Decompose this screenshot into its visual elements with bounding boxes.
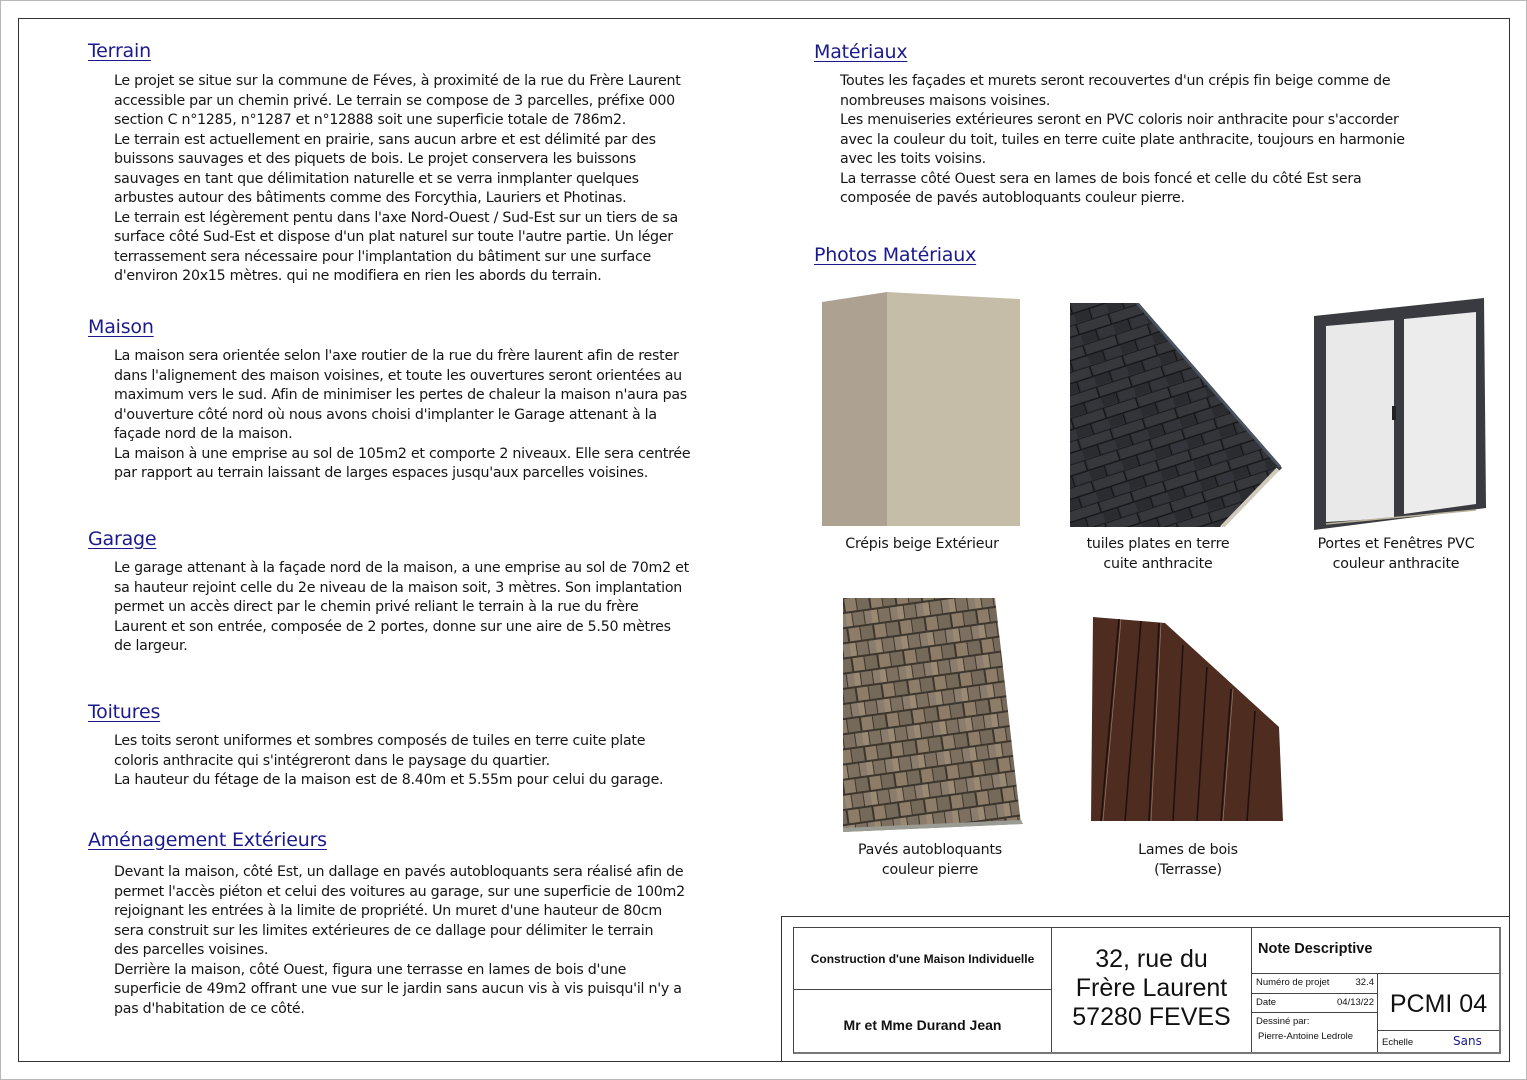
- project-number-label: Numéro de projet: [1256, 977, 1330, 988]
- section-title-toitures: Toitures: [88, 701, 161, 723]
- drawn-by-label: Dessiné par:: [1256, 1016, 1310, 1027]
- scale-row: [1378, 1031, 1499, 1052]
- project-number-row: [1252, 974, 1378, 994]
- text-line: Le terrain est légèrement pentu dans l'axe Nord-Ouest / Sud-Est sur un tiers de sa: [114, 209, 678, 226]
- text-line: Le terrain est actuellement en prairie, sans aucun arbre et est délimité par des: [114, 131, 656, 148]
- text-line: arbustes autour des bâtiments comme des Forcythia, Lauriers et Photinas.: [114, 190, 627, 206]
- text-line: La hauteur du fétage de la maison est de 8.40m et 5.55m pour celui du garage.: [114, 772, 664, 788]
- caption-menuiseries: [1296, 535, 1496, 574]
- text-line: 32, rue du: [1095, 945, 1208, 973]
- text-line: nombreuses maisons voisines.: [840, 92, 1051, 109]
- text-line: Les toits seront uniformes et sombres composés de tuiles en terre cuite plate: [114, 733, 646, 749]
- window-pane-right: [1404, 312, 1476, 514]
- text-line: de largeur.: [114, 638, 188, 654]
- text-line: Pavés autobloquants: [857, 842, 1003, 858]
- text-line: permet un accès direct par le chemin privé reliant le terrain à la rue du frère: [114, 599, 639, 615]
- text-line: La maison sera orientée selon l'axe routier de la rue du frère laurent afin de rester: [114, 348, 679, 364]
- text-line: façade nord de la maison.: [114, 426, 293, 442]
- caption-tuiles: [1060, 535, 1256, 574]
- paragraph-amenagement: [114, 863, 685, 1019]
- text-line: couleur anthracite: [1332, 555, 1460, 572]
- text-line: Devant la maison, côté Est, un dallage en pavés autobloquants sera réalisé afin de: [114, 864, 684, 880]
- photo-paves: [843, 598, 1028, 832]
- text-line: composée de pavés autobloquants couleur pierre.: [840, 190, 1185, 206]
- window-pane-left: [1326, 320, 1394, 522]
- text-line: pas d'habitation de ce côté.: [114, 1000, 305, 1017]
- text-line: Le garage attenant à la façade nord de la maison, a une emprise au sol de 70m2 et: [114, 560, 689, 576]
- scale-label: Echelle: [1382, 1037, 1414, 1048]
- text-line: d'environ 20x15 mètres. qui ne modifiera en rien les abords du terrain.: [114, 268, 602, 284]
- text-line: terrassement sera nécessaire pour l'implantation du bâtiment sur une surface: [114, 248, 652, 265]
- text-line: cuite anthracite: [1103, 555, 1213, 572]
- text-line: sauvages en tant que délimitation naturelle et se verra inmplanter quelques: [114, 170, 639, 187]
- photo-tuiles: [1070, 303, 1282, 527]
- text-line: (Terrasse): [1154, 861, 1222, 878]
- text-line: Crépis beige Extérieur: [845, 536, 999, 552]
- paragraph-terrain: [114, 72, 681, 287]
- paragraph-materiaux: [840, 72, 1405, 209]
- project-address: [1052, 928, 1252, 1052]
- text-line: Les menuiseries extérieures seront en PVC coloris noir anthracite pour s'accorder: [840, 112, 1399, 128]
- text-line: buissons sauvages et des piquets de bois. Le projet conservera les buissons: [114, 151, 636, 167]
- text-line: Laurent et son entrée, composée de 2 portes, donne sur une aire de 5.50 mètres: [114, 618, 671, 635]
- caption-crepis: [822, 535, 1022, 555]
- paver-surface: [843, 598, 1021, 832]
- date-value: 04/13/22: [1337, 997, 1374, 1008]
- text-line: superficie de 49m2 offrant une vue sur le jardin sans aucun vis à vis puisqu'il n'y a: [114, 981, 682, 997]
- text-line: rejoignant les entrées à la limite de propriété. Un muret d'une hauteur de 80cm: [114, 903, 662, 919]
- section-title-terrain: Terrain: [88, 40, 151, 62]
- project-name: Construction d'une Maison Individuelle: [794, 928, 1052, 990]
- date-label: Date: [1256, 997, 1277, 1008]
- text-line: maximum vers le sud. Afin de minimiser les pertes de chaleur la maison n'aura pas: [114, 387, 687, 403]
- document-title: Note Descriptive: [1252, 928, 1499, 974]
- text-line: Derrière la maison, côté Ouest, figura une terrasse en lames de bois d'une: [114, 961, 627, 978]
- crepis-side-face: [822, 292, 887, 526]
- text-line: sa hauteur rejoint celle du 2e niveau de la maison soit, 3 mètres. Son implantation: [114, 579, 683, 596]
- date-row: [1252, 994, 1378, 1013]
- text-line: des parcelles voisines.: [114, 942, 269, 958]
- text-line: avec la couleur du toit, tuiles en terre cuite plate anthracite, toujours en harmonie: [840, 131, 1405, 148]
- drawn-by-value: Pierre-Antoine Ledrole: [1258, 1031, 1354, 1042]
- title-block: [793, 927, 1501, 1054]
- text-line: sera construit sur les limites extérieures de ce dallage pour délimiter le terrain: [114, 922, 654, 939]
- paragraph-toitures: [114, 732, 663, 791]
- photo-menuiseries: [1312, 296, 1488, 532]
- text-line: couleur pierre: [881, 861, 979, 878]
- client-name: Mr et Mme Durand Jean: [794, 990, 1052, 1052]
- photo-crepis: [822, 290, 1022, 528]
- text-line: accessible par un chemin privé. Le terrain se compose de 3 parcelles, préfixe 000: [114, 92, 675, 109]
- text-line: La terrasse côté Ouest sera en lames de bois foncé et celle du côté Est sera: [840, 170, 1362, 187]
- project-number: 32.4: [1355, 977, 1374, 988]
- crepis-front-face: [887, 292, 1020, 526]
- section-title-photos: Photos Matériaux: [814, 244, 977, 266]
- text-line: Lames de bois: [1138, 842, 1238, 858]
- caption-bois: [1090, 841, 1286, 880]
- text-line: Portes et Fenêtres PVC: [1317, 536, 1475, 552]
- section-title-amenagement: Aménagement Extérieurs: [88, 829, 327, 851]
- paragraph-garage: [114, 559, 689, 657]
- text-line: Le projet se situe sur la commune de Féves, à proximité de la rue du Frère Laurent: [114, 73, 681, 89]
- text-line: La maison à une emprise au sol de 105m2 et comporte 2 niveaux. Elle sera centrée: [114, 445, 691, 462]
- text-line: coloris anthracite qui s'intégreront dans le paysage du quartier.: [114, 752, 550, 769]
- drawn-by-row: [1252, 1013, 1378, 1052]
- window-handle: [1392, 406, 1396, 420]
- photo-bois: [1091, 617, 1291, 825]
- text-line: Toutes les façades et murets seront recouvertes d'un crépis fin beige comme de: [840, 73, 1391, 89]
- section-title-materiaux: Matériaux: [814, 41, 908, 63]
- document-code: PCMI 04: [1378, 974, 1499, 1031]
- text-line: permet l'accès piéton et celui des voitures au garage, sur une superficie de 100m2: [114, 883, 685, 900]
- section-title-maison: Maison: [88, 316, 154, 338]
- scale-value: Sans: [1453, 1034, 1482, 1048]
- text-line: tuiles plates en terre: [1086, 536, 1230, 552]
- paragraph-maison: [114, 347, 690, 484]
- caption-paves: [830, 841, 1030, 880]
- text-line: Frère Laurent: [1075, 974, 1228, 1002]
- tile-surface: [1070, 303, 1282, 527]
- text-line: section C n°1285, n°1287 et n°12888 soit une superficie totale de 786m2.: [114, 112, 627, 128]
- text-line: d'ouverture côté nord où nous avons choisi d'implanter le Garage attenant à la: [114, 406, 657, 423]
- text-line: dans l'alignement des maison voisines, et toute les ouvertures seront orientées au: [114, 367, 682, 384]
- text-line: avec les toits voisins.: [840, 151, 986, 167]
- text-line: par rapport au terrain laissant de larges espaces jusqu'aux parcelles voisines.: [114, 465, 648, 481]
- section-title-garage: Garage: [88, 528, 157, 550]
- text-line: 57280 FEVES: [1072, 1003, 1231, 1031]
- text-line: surface côté Sud-Est et dispose d'un plat naturel sur toute l'autre partie. Un léger: [114, 229, 673, 245]
